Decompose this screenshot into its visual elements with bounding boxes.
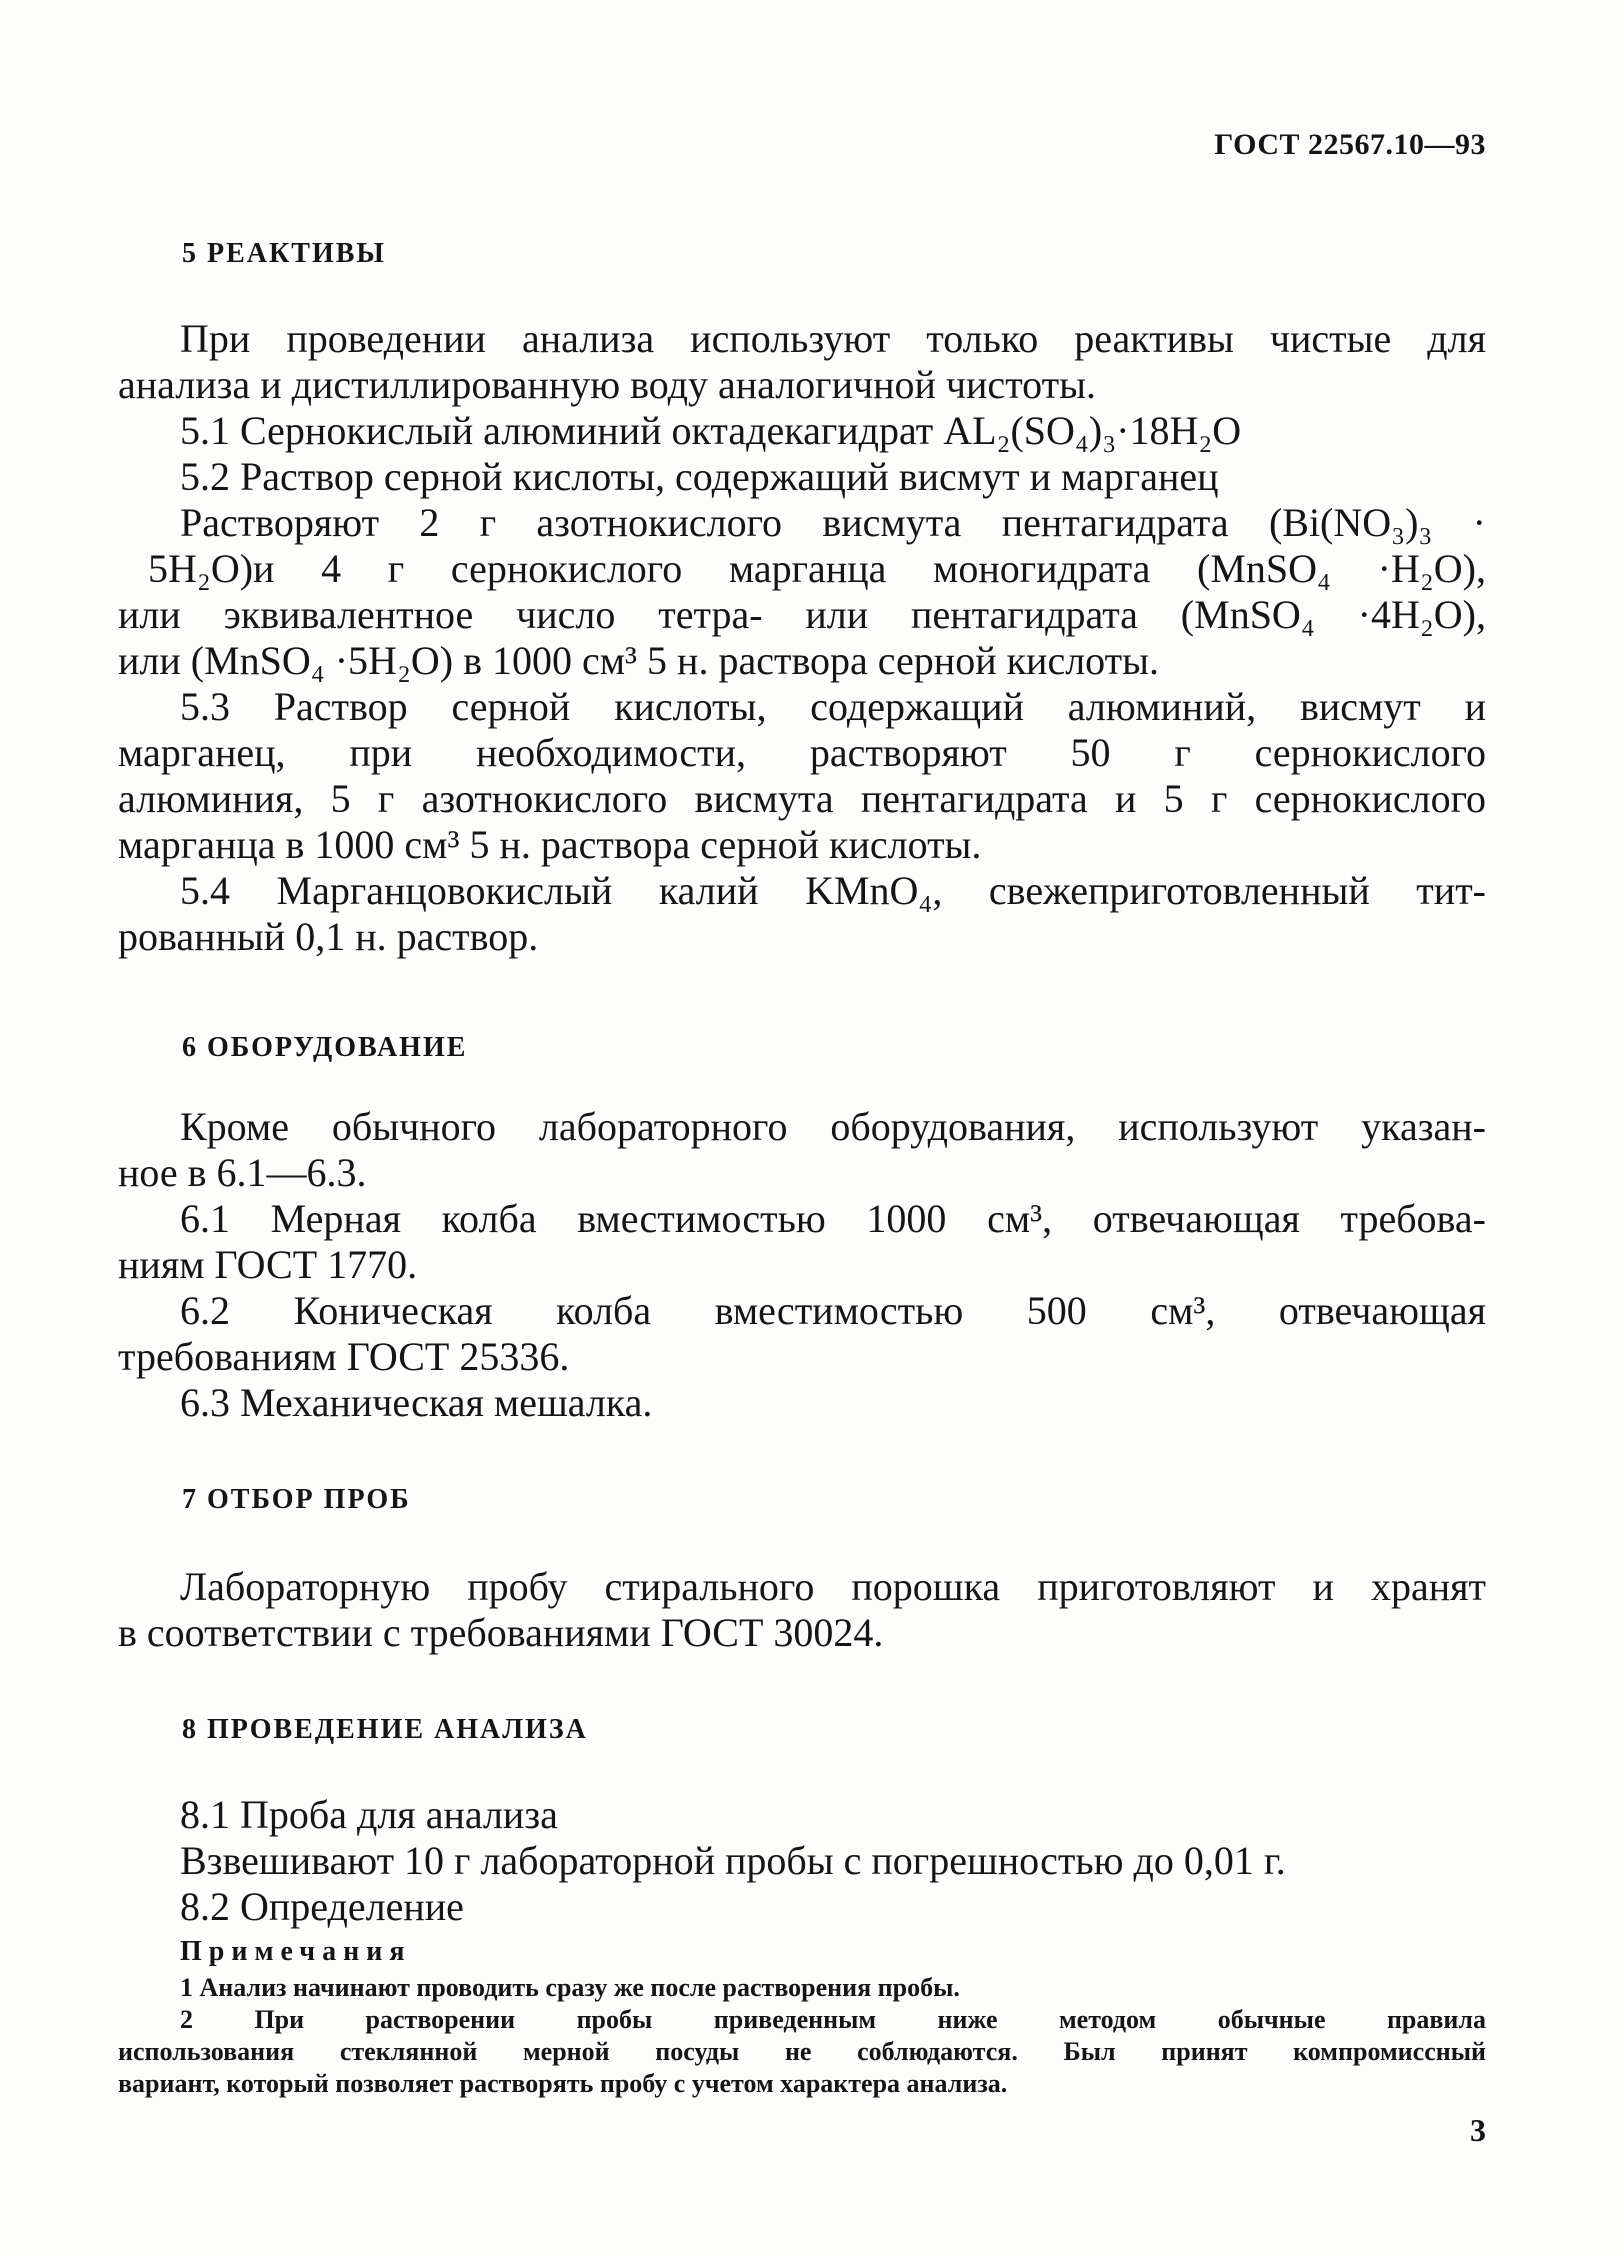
note-1: 1 Анализ начинают проводить сразу же после растворения пробы. xyxy=(180,1973,960,2002)
paragraph-line: Лабораторную пробу стирального порошка приготовляют и хранят xyxy=(180,1564,1486,1609)
item-5-4: 5.4 Марганцовокислый калий KMnO₄, свежеприготовленный тит- xyxy=(180,868,1486,913)
item-5-2: 5.2 Раствор серной кислоты, содержащий висмут и марганец xyxy=(180,454,1219,499)
item-8-2: 8.2 Определение xyxy=(180,1884,464,1929)
paragraph-line: использования стеклянной мерной посуды не соблюдаются. Был принят компромиссный xyxy=(118,2037,1486,2066)
item-5-1: 5.1 Сернокислый алюминий октадекагидрат AL₂(SO₄)₃·18H₂O xyxy=(180,408,1242,453)
paragraph-line: требованиям ГОСТ 25336. xyxy=(118,1334,570,1379)
section-8-heading: 8 ПРОВЕДЕНИЕ АНАЛИЗА xyxy=(182,1714,588,1745)
note-2: 2 При растворении пробы приведенным ниже методом обычные правила xyxy=(180,2005,1486,2034)
paragraph-line: или эквивалентное число тетра- или пентагидрата (MnSO₄ ·4H₂O), xyxy=(118,592,1486,637)
page-number: 3 xyxy=(1470,2112,1486,2148)
item-8-1: 8.1 Проба для анализа xyxy=(180,1792,558,1837)
notes-heading: Примечания xyxy=(180,1936,412,1967)
paragraph-line: 5H₂O)и 4 г сернокислого марганца моногидрата (MnSO₄ ·H₂O), xyxy=(148,546,1486,591)
paragraph-line: марганец, при необходимости, растворяют 50 г сернокислого xyxy=(118,730,1486,775)
item-6-2: 6.2 Коническая колба вместимостью 500 см³, отвечающая xyxy=(180,1288,1486,1333)
item-6-1: 6.1 Мерная колба вместимостью 1000 см³, отвечающая требова- xyxy=(180,1196,1486,1241)
paragraph-line: марганца в 1000 см³ 5 н. раствора серной кислоты. xyxy=(118,822,982,867)
paragraph-line: рованный 0,1 н. раствор. xyxy=(118,914,539,959)
paragraph-line: в соответствии с требованиями ГОСТ 30024. xyxy=(118,1610,884,1655)
section-5-heading: 5 РЕАКТИВЫ xyxy=(182,238,386,269)
paragraph-line: ниям ГОСТ 1770. xyxy=(118,1242,418,1287)
section-7-heading: 7 ОТБОР ПРОБ xyxy=(182,1484,411,1515)
paragraph-line: Растворяют 2 г азотнокислого висмута пентагидрата (Bi(NO₃)₃ · xyxy=(180,500,1486,545)
paragraph-line: анализа и дистиллированную воду аналогичной чистоты. xyxy=(118,362,1096,407)
item-6-3: 6.3 Механическая мешалка. xyxy=(180,1380,653,1425)
paragraph-line: или (MnSO₄ ·5H₂O) в 1000 см³ 5 н. раствора серной кислоты. xyxy=(118,638,1159,683)
item-5-3: 5.3 Раствор серной кислоты, содержащий алюминий, висмут и xyxy=(180,684,1486,729)
paragraph-line: Кроме обычного лабораторного оборудования, используют указан- xyxy=(180,1104,1486,1149)
paragraph-line: вариант, который позволяет растворять пробу с учетом характера анализа. xyxy=(118,2069,1008,2098)
section-6-heading: 6 ОБОРУДОВАНИЕ xyxy=(182,1032,468,1063)
paragraph-line: При проведении анализа используют только реактивы чистые для xyxy=(180,316,1486,361)
paragraph-line: алюминия, 5 г азотнокислого висмута пентагидрата и 5 г сернокислого xyxy=(118,776,1486,821)
document-header: ГОСТ 22567.10—93 xyxy=(1214,128,1486,161)
paragraph-line: Взвешивают 10 г лабораторной пробы с погрешностью до 0,01 г. xyxy=(180,1838,1286,1883)
paragraph-line: ное в 6.1—6.3. xyxy=(118,1150,367,1195)
